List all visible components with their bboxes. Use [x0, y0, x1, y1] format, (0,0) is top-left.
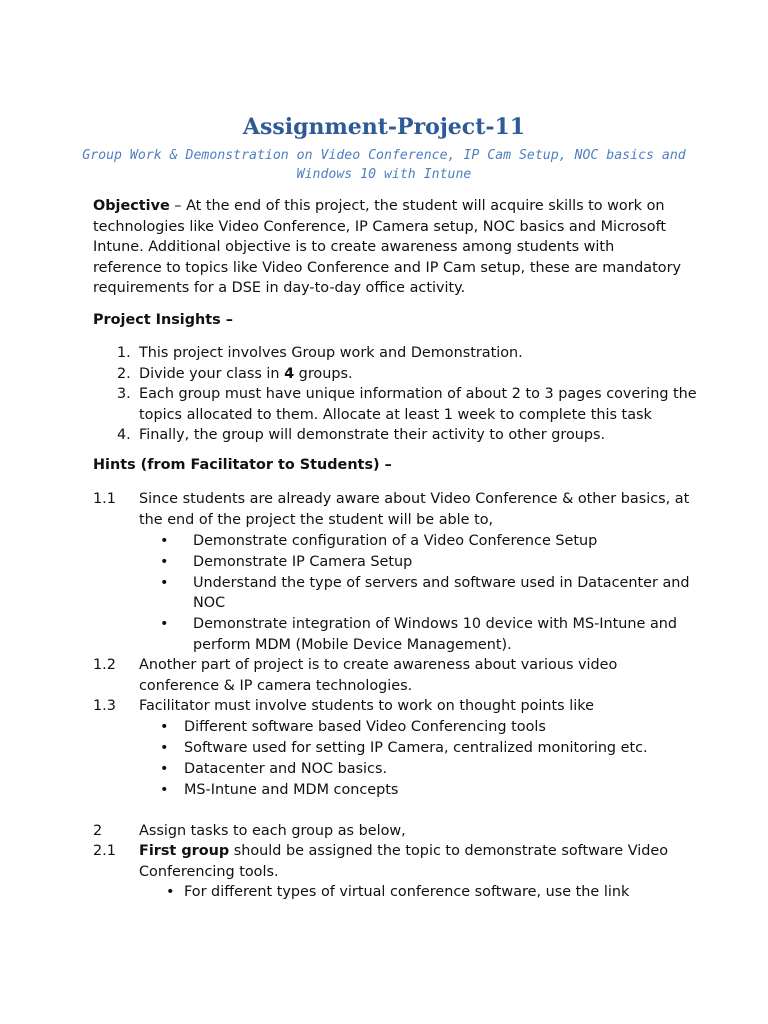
section-number: 2.1 — [93, 843, 116, 859]
bullet-text: MS-Intune and MDM concepts — [184, 782, 399, 798]
bullet-text: For different types of virtual conference software, use the link — [184, 884, 630, 900]
section-number: 1.1 — [93, 491, 116, 507]
bullet-text: Demonstrate IP Camera Setup — [193, 554, 413, 570]
bullet-icon: • — [166, 884, 175, 900]
objective-label: Objective — [93, 198, 170, 214]
bullet-icon: • — [160, 740, 169, 756]
section-text: Facilitator must involve students to work on thought points like — [139, 698, 594, 714]
list-number: 4. — [117, 427, 131, 443]
hints-heading: Hints (from Facilitator to Students) – — [93, 457, 392, 473]
page-title: Assignment-Project-11 — [242, 114, 526, 140]
bullet-text: NOC — [193, 595, 226, 611]
bullet-text: Demonstrate integration of Windows 10 device with MS-Intune and — [193, 616, 678, 632]
bullet-text: Software used for setting IP Camera, centralized monitoring etc. — [184, 740, 648, 756]
section-number: 1.3 — [93, 698, 116, 714]
section-text: Conferencing tools. — [139, 864, 279, 880]
list-number: 1. — [117, 345, 131, 361]
section-number: 2 — [93, 823, 103, 839]
bullet-text: Datacenter and NOC basics. — [184, 761, 388, 777]
list-text: topics allocated to them. Allocate at least 1 week to complete this task — [139, 407, 652, 423]
bullet-text: Different software based Video Conferencing tools — [184, 719, 546, 735]
bullet-text: Understand the type of servers and software used in Datacenter and — [193, 575, 690, 591]
objective-text: – At the end of this project, the student will acquire skills to work on technologies like Video Conference, IP Camera setup, NOC basics and Microsoft Intune. Additional objective is to create awareness among students with reference to topics like Video Conference and IP Cam setup, these are mandatory requirements for a DSE in day-to-day office activity. — [93, 198, 681, 297]
section-text: Since students are already aware about Video Conference & other basics, at — [139, 491, 690, 507]
list-text: Finally, the group will demonstrate their activity to other groups. — [139, 427, 606, 443]
bullet-icon: • — [160, 782, 169, 798]
bullet-text: Demonstrate configuration of a Video Conference Setup — [193, 533, 598, 549]
section-text: Another part of project is to create awareness about various video — [139, 657, 618, 673]
page-subtitle: Group Work & Demonstration on Video Conference, IP Cam Setup, NOC basics and Windows 10 with Intune — [82, 148, 686, 182]
list-text: Divide your class in 4 groups. — [139, 366, 353, 382]
section-text: conference & IP camera technologies. — [139, 678, 413, 694]
bullet-icon: • — [160, 616, 169, 632]
section-text: Assign tasks to each group as below, — [139, 823, 406, 839]
bullet-icon: • — [160, 719, 169, 735]
section-number: 1.2 — [93, 657, 116, 673]
section-text: the end of the project the student will be able to, — [139, 512, 494, 528]
list-text: Each group must have unique information of about 2 to 3 pages covering the — [139, 386, 697, 402]
list-number: 2. — [117, 366, 131, 382]
bullet-text: perform MDM (Mobile Device Management). — [193, 637, 512, 653]
list-number: 3. — [117, 386, 131, 402]
bullet-icon: • — [160, 533, 169, 549]
bullet-icon: • — [160, 554, 169, 570]
objective-paragraph — [93, 196, 683, 299]
bullet-icon: • — [160, 761, 169, 777]
section-text: First group should be assigned the topic to demonstrate software Video — [139, 843, 669, 859]
list-text: This project involves Group work and Demonstration. — [139, 345, 523, 361]
insights-heading: Project Insights – — [93, 312, 233, 328]
bullet-icon: • — [160, 575, 169, 591]
